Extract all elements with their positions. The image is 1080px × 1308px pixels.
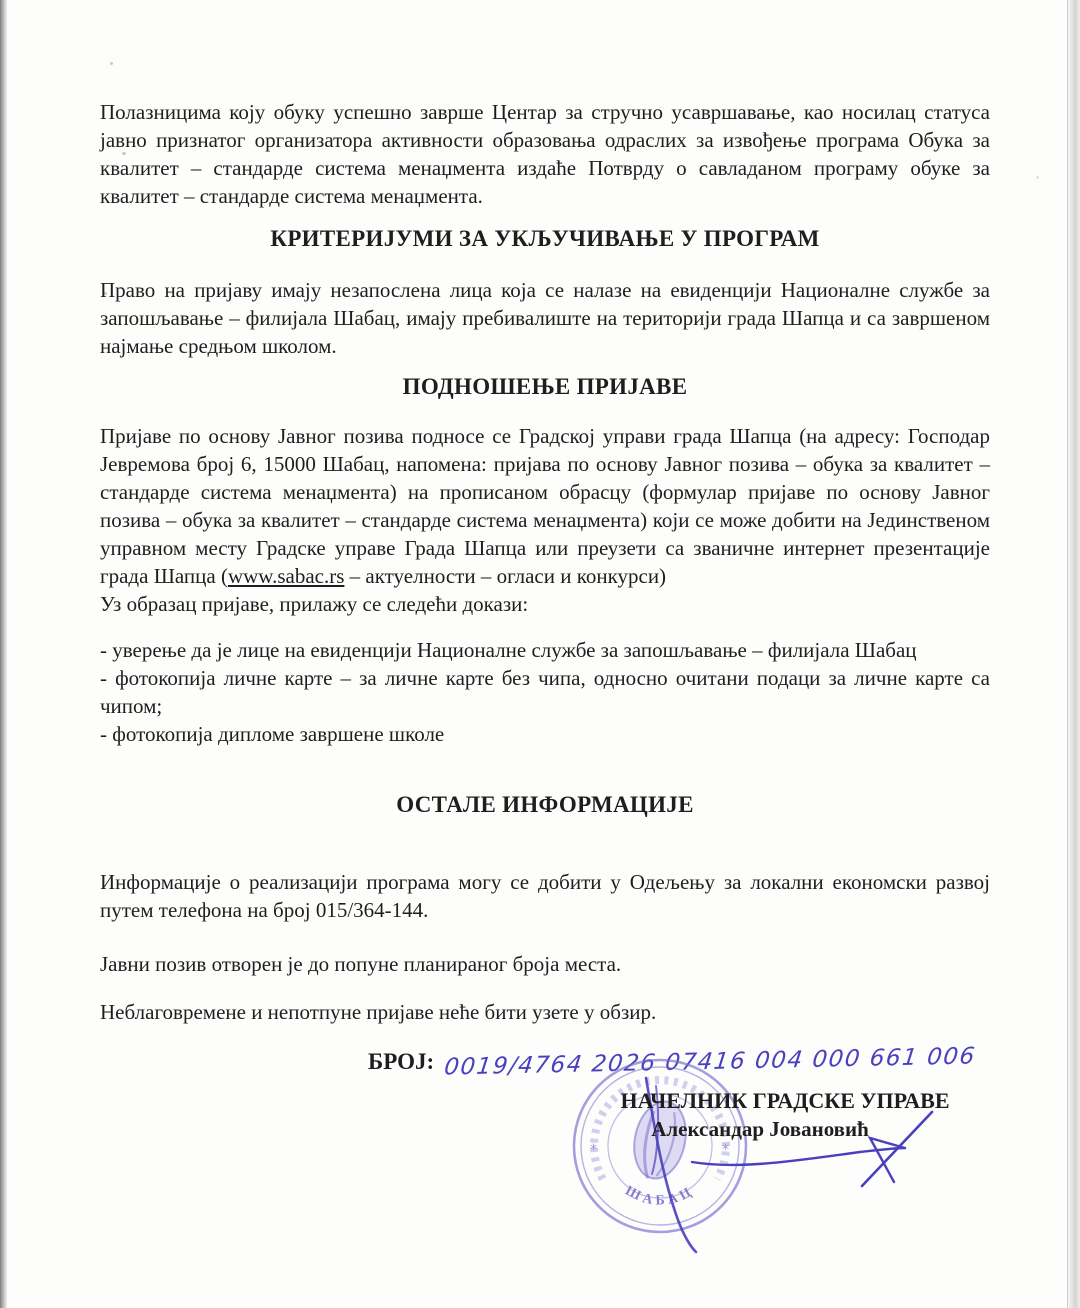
svg-text:*: * (590, 1142, 597, 1158)
submission-text-before-link: Пријаве по основу Јавног позива подносе се Градској управи града Шапца (на адресу: Господар Јевремова број 6, 15000 Шабац, напомена: пријава по основу Јавног позива – обука за квалитет – стандарде система менаџмента) на прописаном обрасцу (формулар пријаве по основу Јавног позива – обука за квалитет – стандарде система менаџмента) који се може добити на Јединственом управном месту Градске управе Града Шапца или преузети са званичне интернет презентације града Шапца ( (100, 424, 990, 588)
evidence-intro: Уз образац пријаве, прилажу се следећи докази: (100, 592, 529, 616)
official-round-stamp-icon (574, 1060, 746, 1232)
evidence-item: - фотокопија личне карте – за личне карте без чипа, односно очитани подаци за личне карте са чипом; (100, 666, 990, 718)
submission-text-after-link: – актуелности – огласи и конкурси) (344, 564, 667, 588)
scan-edge-left (0, 0, 7, 1308)
evidence-list (100, 636, 990, 748)
open-call-paragraph: Јавни позив отворен је до попуне планираног броја места. (100, 952, 622, 976)
stamp-city-text: ШАБАЦ (622, 1183, 698, 1209)
other-info-heading: ОСТАЛЕ ИНФОРМАЦИЈЕ (396, 792, 694, 817)
evidence-item: - фотокопија дипломе завршене школе (100, 722, 445, 746)
intro-paragraph: Полазницима коју обуку успешно заврше Центар за стручно усавршавање, као носилац статуса јавно признатог организатора активности образовања одраслих за извођење програма Обука за квалитет – стандарде система менаџмента издаће Потврду о савладаном програму обуке за квалитет – стандарде система менаџмента. (100, 100, 990, 208)
handwritten-number: 0019/4764 2026 07416 004 000 661 006 (443, 1043, 978, 1081)
signatory-title: НАЧЕЛНИК ГРАДСКЕ УПРАВЕ (620, 1088, 950, 1113)
criteria-paragraph: Право на пријаву имају незапослена лица која се налазе на евиденцији Националне службе за запошљавање – филијала Шабац, имају пребивалиште на територији града Шапца и са завршеном најмање средњом школом. (100, 278, 990, 358)
signatory-name: Александар Јовановић (651, 1117, 869, 1141)
svg-text:*: * (722, 1142, 729, 1158)
website-link[interactable]: www.sabac.rs (227, 564, 345, 588)
submission-heading: ПОДНОШЕЊЕ ПРИЈАВЕ (402, 374, 688, 399)
scan-speck (1036, 176, 1039, 179)
evidence-item: - уверење да је лице на евиденцији Националне службе за запошљавање – филијала Шабац (100, 638, 917, 662)
signature-block (560, 1058, 1050, 1308)
late-applications-paragraph: Неблаговремене и непотпуне пријаве неће бити узете у обзир. (100, 1000, 657, 1024)
number-label: БРОЈ: (368, 1049, 435, 1074)
document-body (100, 0, 990, 1081)
contact-paragraph: Информације о реализацији програма могу се добити у Одељењу за локални економски развој путем телефона на број 015/364-144. (100, 870, 990, 922)
submission-paragraph (100, 422, 990, 590)
scan-edge-right (1067, 0, 1080, 1308)
svg-text:ШАБАЦ (623, 1183, 698, 1208)
criteria-heading: КРИТЕРИЈУМИ ЗА УКЉУЧИВАЊЕ У ПРОГРАМ (270, 226, 820, 251)
